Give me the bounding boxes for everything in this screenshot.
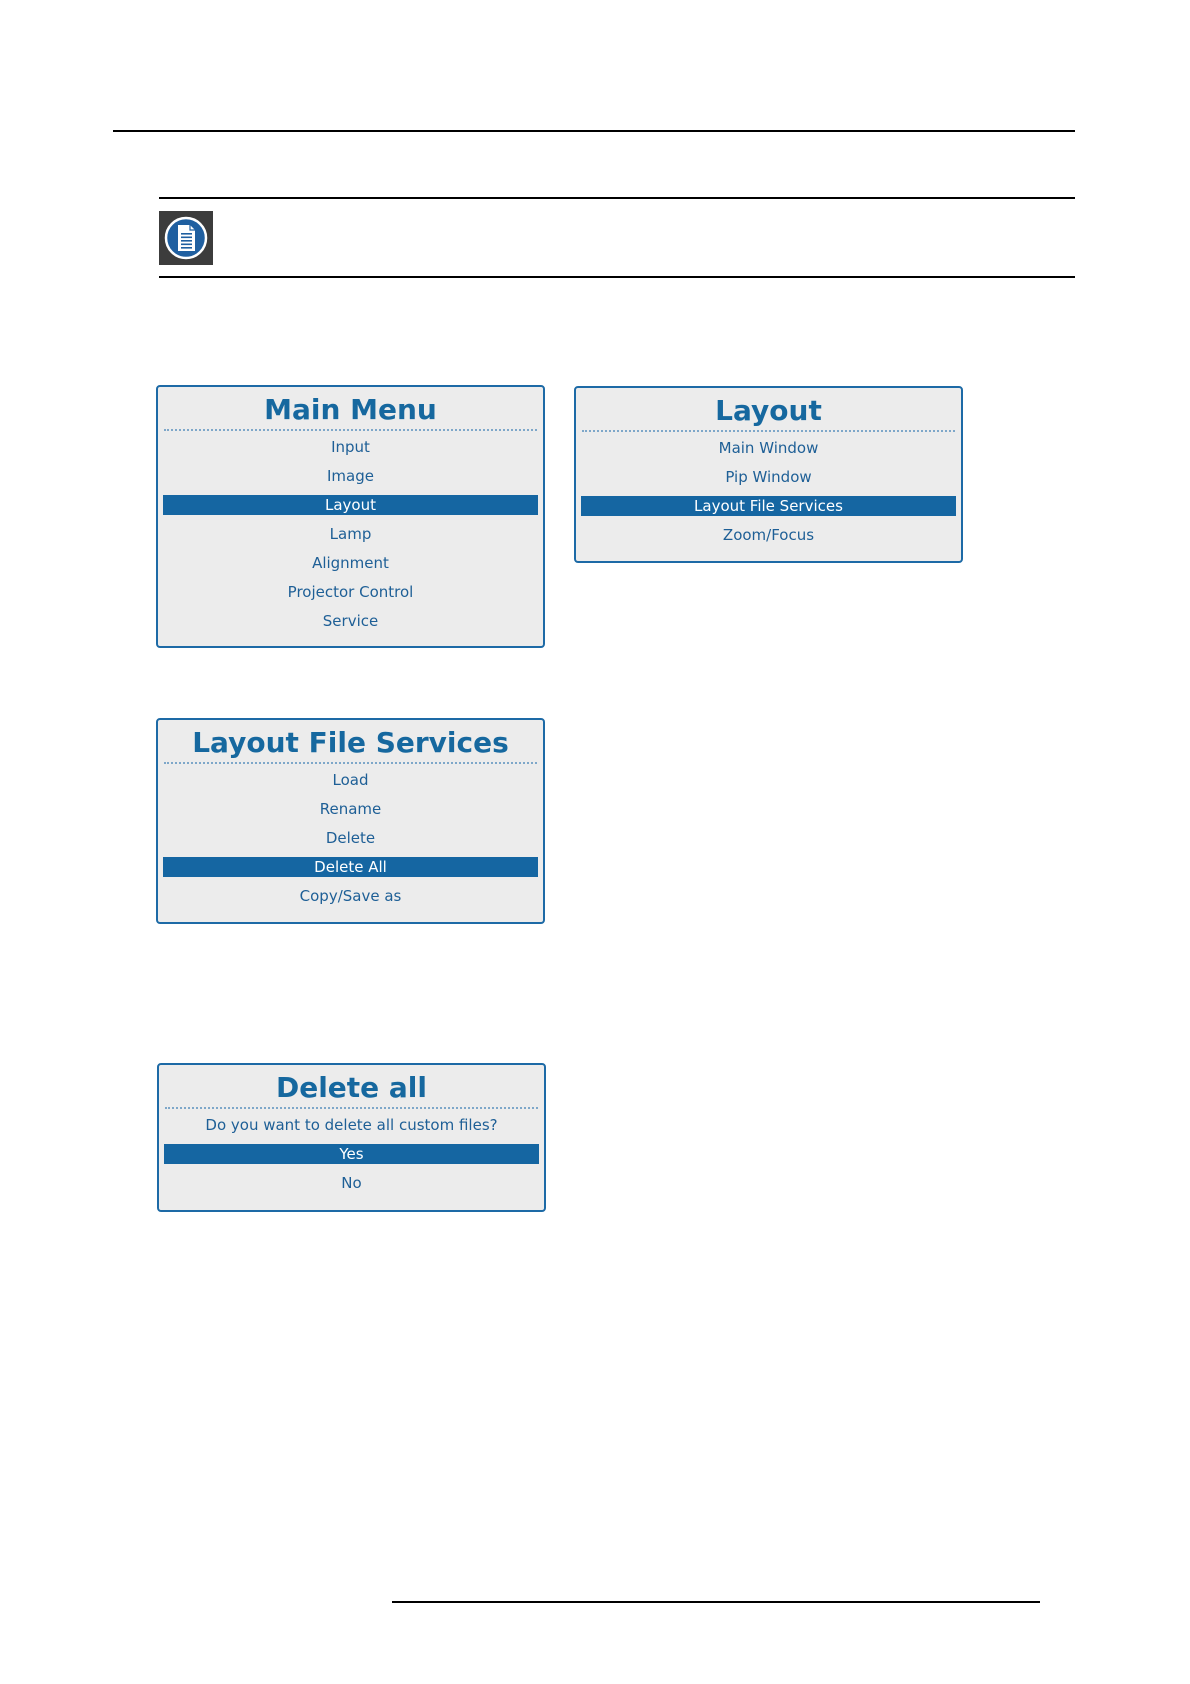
menu-item-load[interactable]: Load [332,771,369,789]
note-bottom-rule [159,276,1075,278]
note-top-rule [159,197,1075,199]
yes-option[interactable]: Yes [164,1144,539,1164]
main-menu-panel [156,385,545,648]
title-separator [164,429,537,431]
header-rule [113,130,1075,132]
layout-menu-panel [574,386,963,563]
menu-item-layout-file-services[interactable]: Layout File Services [581,496,956,516]
menu-item-rename[interactable]: Rename [319,800,382,818]
title-separator [582,430,955,432]
title-separator [165,1107,538,1109]
menu-item-alignment[interactable]: Alignment [312,554,389,572]
menu-item-service[interactable]: Service [322,612,379,630]
menu-item-input[interactable]: Input [331,438,370,456]
delete-all-question: Do you want to delete all custom files? [205,1116,498,1134]
no-option[interactable]: No [341,1174,362,1192]
menu-item-pip-window[interactable]: Pip Window [725,468,812,486]
footer-rule [392,1601,1040,1603]
menu-item-delete[interactable]: Delete [325,829,376,847]
menu-item-lamp[interactable]: Lamp [329,525,372,543]
menu-item-projector-control[interactable]: Projector Control [287,583,414,601]
title-separator [164,762,537,764]
delete-all-title: Delete all [275,1071,428,1104]
menu-item-zoom-focus[interactable]: Zoom/Focus [722,526,815,544]
delete-all-dialog [157,1063,546,1212]
menu-item-delete-all[interactable]: Delete All [163,857,538,877]
main-menu-title: Main Menu [264,393,437,426]
menu-item-image[interactable]: Image [327,467,374,485]
layout-file-services-panel [156,718,545,924]
note-document-icon [159,211,213,265]
layout-menu-title: Layout [715,394,822,427]
menu-item-main-window[interactable]: Main Window [718,439,819,457]
menu-item-layout[interactable]: Layout [163,495,538,515]
layout-file-services-title: Layout File Services [192,726,509,759]
menu-item-copy-save-as[interactable]: Copy/Save as [299,887,402,905]
